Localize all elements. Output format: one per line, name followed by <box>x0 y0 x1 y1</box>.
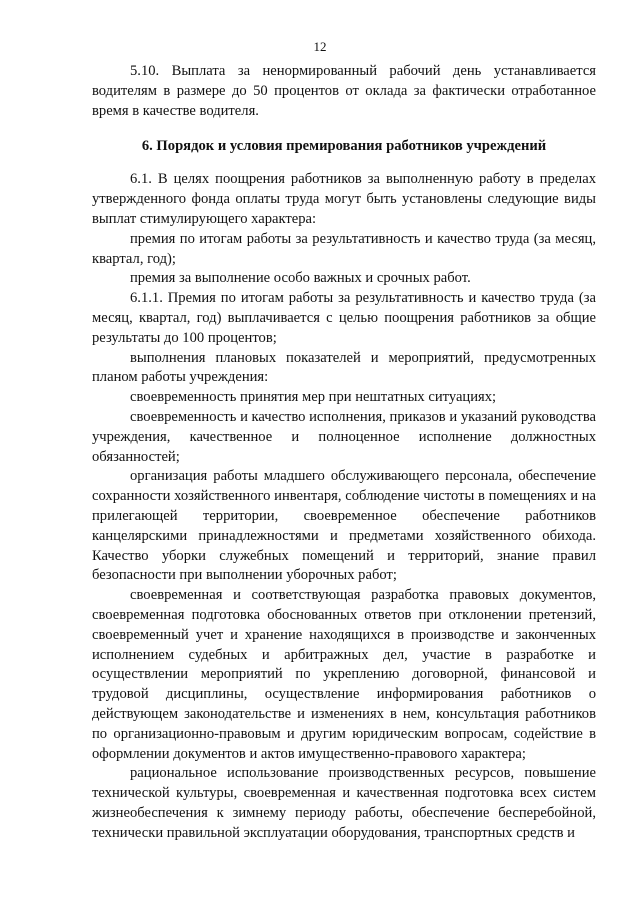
paragraph: своевременная и соответствующая разработка правовых документов, своевременная подготовка обоснованных ответов при отклонении претензий, своевременный учет и хранение находящихся в производстве и законченных исполнением судебных и арбитражных дел, участие в разработке и осуществлении мероприятий по укреплению договорной, финансовой и трудовой дисциплины, осуществление информирования работников о действующем законодательстве и изменениях в нем, консультация работников по организационно-правовым и другим юридическим вопросам, содействие в оформлении документов и актов имущественно-правового характера; <box>92 587 596 762</box>
section-heading: 6. Порядок и условия премирования работников учреждений <box>141 138 547 155</box>
paragraph-5-10 <box>92 62 596 121</box>
paragraph: 6.1. В целях поощрения работников за выполненную работу в пределах утвержденного фонда оплаты труда могут быть установлены следующие виды выплат стимулирующего характера: <box>92 171 596 227</box>
document-body <box>92 62 596 843</box>
clause-text: Выплата за ненормированный рабочий день устанавливается водителям в размере до 50 процентов от оклада за фактически отработанное время в качестве водителя. <box>92 63 597 119</box>
page-number: 12 <box>313 39 327 54</box>
clause-number: 5.10. <box>130 63 160 79</box>
paragraph: премия за выполнение особо важных и срочных работ. <box>130 270 471 287</box>
paragraph: своевременность принятия мер при нештатных ситуациях; <box>130 389 497 406</box>
paragraph: выполнения плановых показателей и мероприятий, предусмотренных планом работы учреждения: <box>92 349 596 386</box>
paragraph: своевременность и качество исполнения, приказов и указаний руководства учреждения, качественное и полноценное исполнение должностных обязанностей; <box>92 408 596 465</box>
paragraph: организация работы младшего обслуживающего персонала, обеспечение сохранности хозяйственного инвентаря, соблюдение чистоты в помещениях и на прилегающей территории, своевременное обеспечение работников канцелярскими принадлежностями и предметами хозяйственного обихода. Качество уборки служебных помещений и территорий, знание правил безопасности при выполнении уборочных работ; <box>92 468 596 584</box>
paragraph: премия по итогам работы за результативность и качество труда (за месяц, квартал, год); <box>92 230 596 267</box>
paragraph: 6.1.1. Премия по итогам работы за результативность и качество труда (за месяц, квартал, год) выплачивается с целью поощрения работников за общие результаты до 100 процентов; <box>92 290 596 346</box>
paragraph: рациональное использование производственных ресурсов, повышение технической культуры, своевременная и качественная подготовка всех систем жизнеобеспечения к зимнему периоду работы, обеспечение бесперебойной, технически правильной эксплуатации оборудования, транспортных средств и <box>92 765 596 841</box>
